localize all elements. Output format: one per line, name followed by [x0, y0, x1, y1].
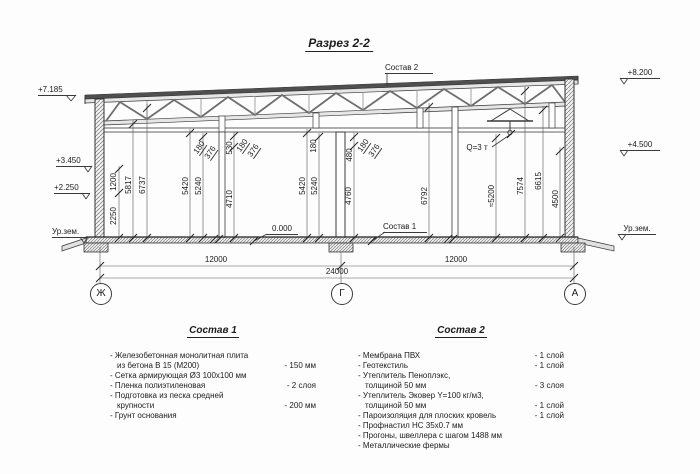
vertical-dim-label: 480 — [345, 148, 354, 162]
legend-item-value: - 150 мм — [284, 361, 316, 370]
legend-item-text: - Подготовка из песка средней — [110, 391, 224, 400]
legend-item-text: - Пленка полиэтиленовая — [110, 381, 206, 390]
legend-item-text: - Пароизоляция для плоских кровель — [358, 411, 497, 420]
legend1-items — [110, 351, 316, 421]
elevation-mark: +4.500 — [620, 140, 660, 151]
legend-item — [358, 391, 564, 411]
legend-item-text: - Утеплитель Эковер Y=100 кг/м3, — [358, 391, 484, 400]
legend-item-text: - Железобетонная монолитная плита — [110, 351, 249, 360]
legend-item — [110, 411, 316, 421]
slanted-dim-label: 376 — [202, 144, 218, 161]
vertical-dim-label: 6615 — [534, 172, 543, 190]
callout-sostav1: Состав 1 — [383, 222, 427, 233]
vertical-dim-label: 1200 — [109, 173, 118, 191]
legend2-items — [358, 351, 564, 451]
legend-item-text2: из бетона В 15 (М200) — [117, 361, 200, 370]
legend-item — [110, 391, 316, 411]
elevation-mark: +8.200 — [620, 68, 660, 79]
legend-item-text: - Прогоны, швеллера с шагом 1488 мм — [358, 431, 503, 440]
legend-item — [358, 351, 564, 361]
drawing-title: Разрез 2-2 — [305, 36, 373, 52]
legend-item-value: - 1 слой — [534, 351, 564, 360]
vertical-dim-label: 5240 — [310, 177, 319, 195]
elevation-mark: +7.185 — [38, 85, 76, 96]
legend-item — [358, 441, 564, 451]
legend-item-text: - Металлические фермы — [358, 441, 450, 450]
hoist-capacity-label: Q=3 т — [466, 143, 488, 152]
legend-item-text: - Геотекстиль — [358, 361, 408, 370]
legend-item-text2: толщиной 50 мм — [365, 381, 427, 390]
axis-bubble-a: А — [564, 283, 586, 305]
vertical-dim-label: 5420 — [298, 177, 307, 195]
legend-item — [358, 421, 564, 431]
vertical-dim-label: 5817 — [124, 176, 133, 194]
slanted-dim-label: 376 — [245, 142, 261, 159]
elevation-mark: +2.250 — [54, 183, 90, 194]
legend-sostav2 — [358, 325, 564, 451]
vertical-dim-label: 2250 — [109, 207, 118, 225]
axis-bubble-g: Г — [331, 283, 353, 305]
legend-item — [110, 351, 316, 371]
legend-item-value: - 200 мм — [284, 401, 316, 410]
slanted-dim-label: 180 — [234, 137, 250, 154]
vertical-dim-label: 530 — [225, 141, 234, 155]
vertical-dim-label: 4710 — [225, 190, 234, 208]
legend2-title: Состав 2 — [437, 325, 485, 336]
axis-bubble-zh: Ж — [90, 283, 112, 305]
vertical-dim-label: ≈5200 — [487, 184, 496, 208]
legend-sostav1 — [110, 325, 316, 421]
legend-item-text2: крупности — [117, 401, 155, 410]
legend-item-text: - Грунт основания — [110, 411, 177, 420]
vertical-dim-label: 7574 — [516, 177, 525, 195]
legend-item — [358, 361, 564, 371]
legend-item — [358, 371, 564, 391]
legend-item-text: - Профнастил НС 35х0.7 мм — [358, 421, 464, 430]
zero-level-label: 0.000 — [266, 224, 298, 235]
callout-sostav2: Состав 2 — [385, 63, 433, 74]
vertical-dim-label: 4760 — [344, 187, 353, 205]
legend-item-value: - 2 слоя — [286, 381, 316, 390]
legend-item-value: - 3 слоя — [534, 381, 564, 390]
legend-item-value: - 1 слой — [534, 401, 564, 410]
vertical-dim-label: 180 — [309, 139, 318, 153]
legend-item-text: - Утеплитель Пеноплэкс, — [358, 371, 451, 380]
slanted-dim-label: 376 — [366, 142, 382, 159]
legend-item-text2: толщиной 50 мм — [365, 401, 427, 410]
legend1-title: Состав 1 — [189, 325, 237, 336]
total-dim-label: 24000 — [325, 267, 349, 276]
elevation-mark: +3.450 — [56, 156, 92, 167]
beam-and-columns — [104, 103, 566, 238]
vertical-dim-label: 4500 — [551, 190, 560, 208]
legend-item — [358, 411, 564, 421]
vertical-dim-label: 6792 — [420, 187, 429, 205]
legend-item-value: - 1 слой — [534, 361, 564, 370]
span-dim-label: 12000 — [444, 255, 468, 264]
vertical-dim-label: 5240 — [194, 177, 203, 195]
legend-item — [358, 431, 564, 441]
slanted-dim-label: 180 — [191, 139, 207, 156]
legend-item — [110, 371, 316, 381]
span-dim-label: 12000 — [204, 255, 228, 264]
slanted-dim-label: 180 — [355, 137, 371, 154]
legend-item-text: - Мембрана ПВХ — [358, 351, 421, 360]
ground-level-label: Ур.зем. — [618, 224, 656, 235]
vertical-dim-label: 6737 — [138, 176, 147, 194]
legend-item — [110, 381, 316, 391]
vertical-dim-label: 5420 — [181, 177, 190, 195]
ground-level-label: Ур.зем. — [52, 227, 88, 238]
legend-item-text: - Сетка армирующая Ø3 100х100 мм — [110, 371, 247, 380]
legend-item-value: - 1 слой — [534, 411, 564, 420]
